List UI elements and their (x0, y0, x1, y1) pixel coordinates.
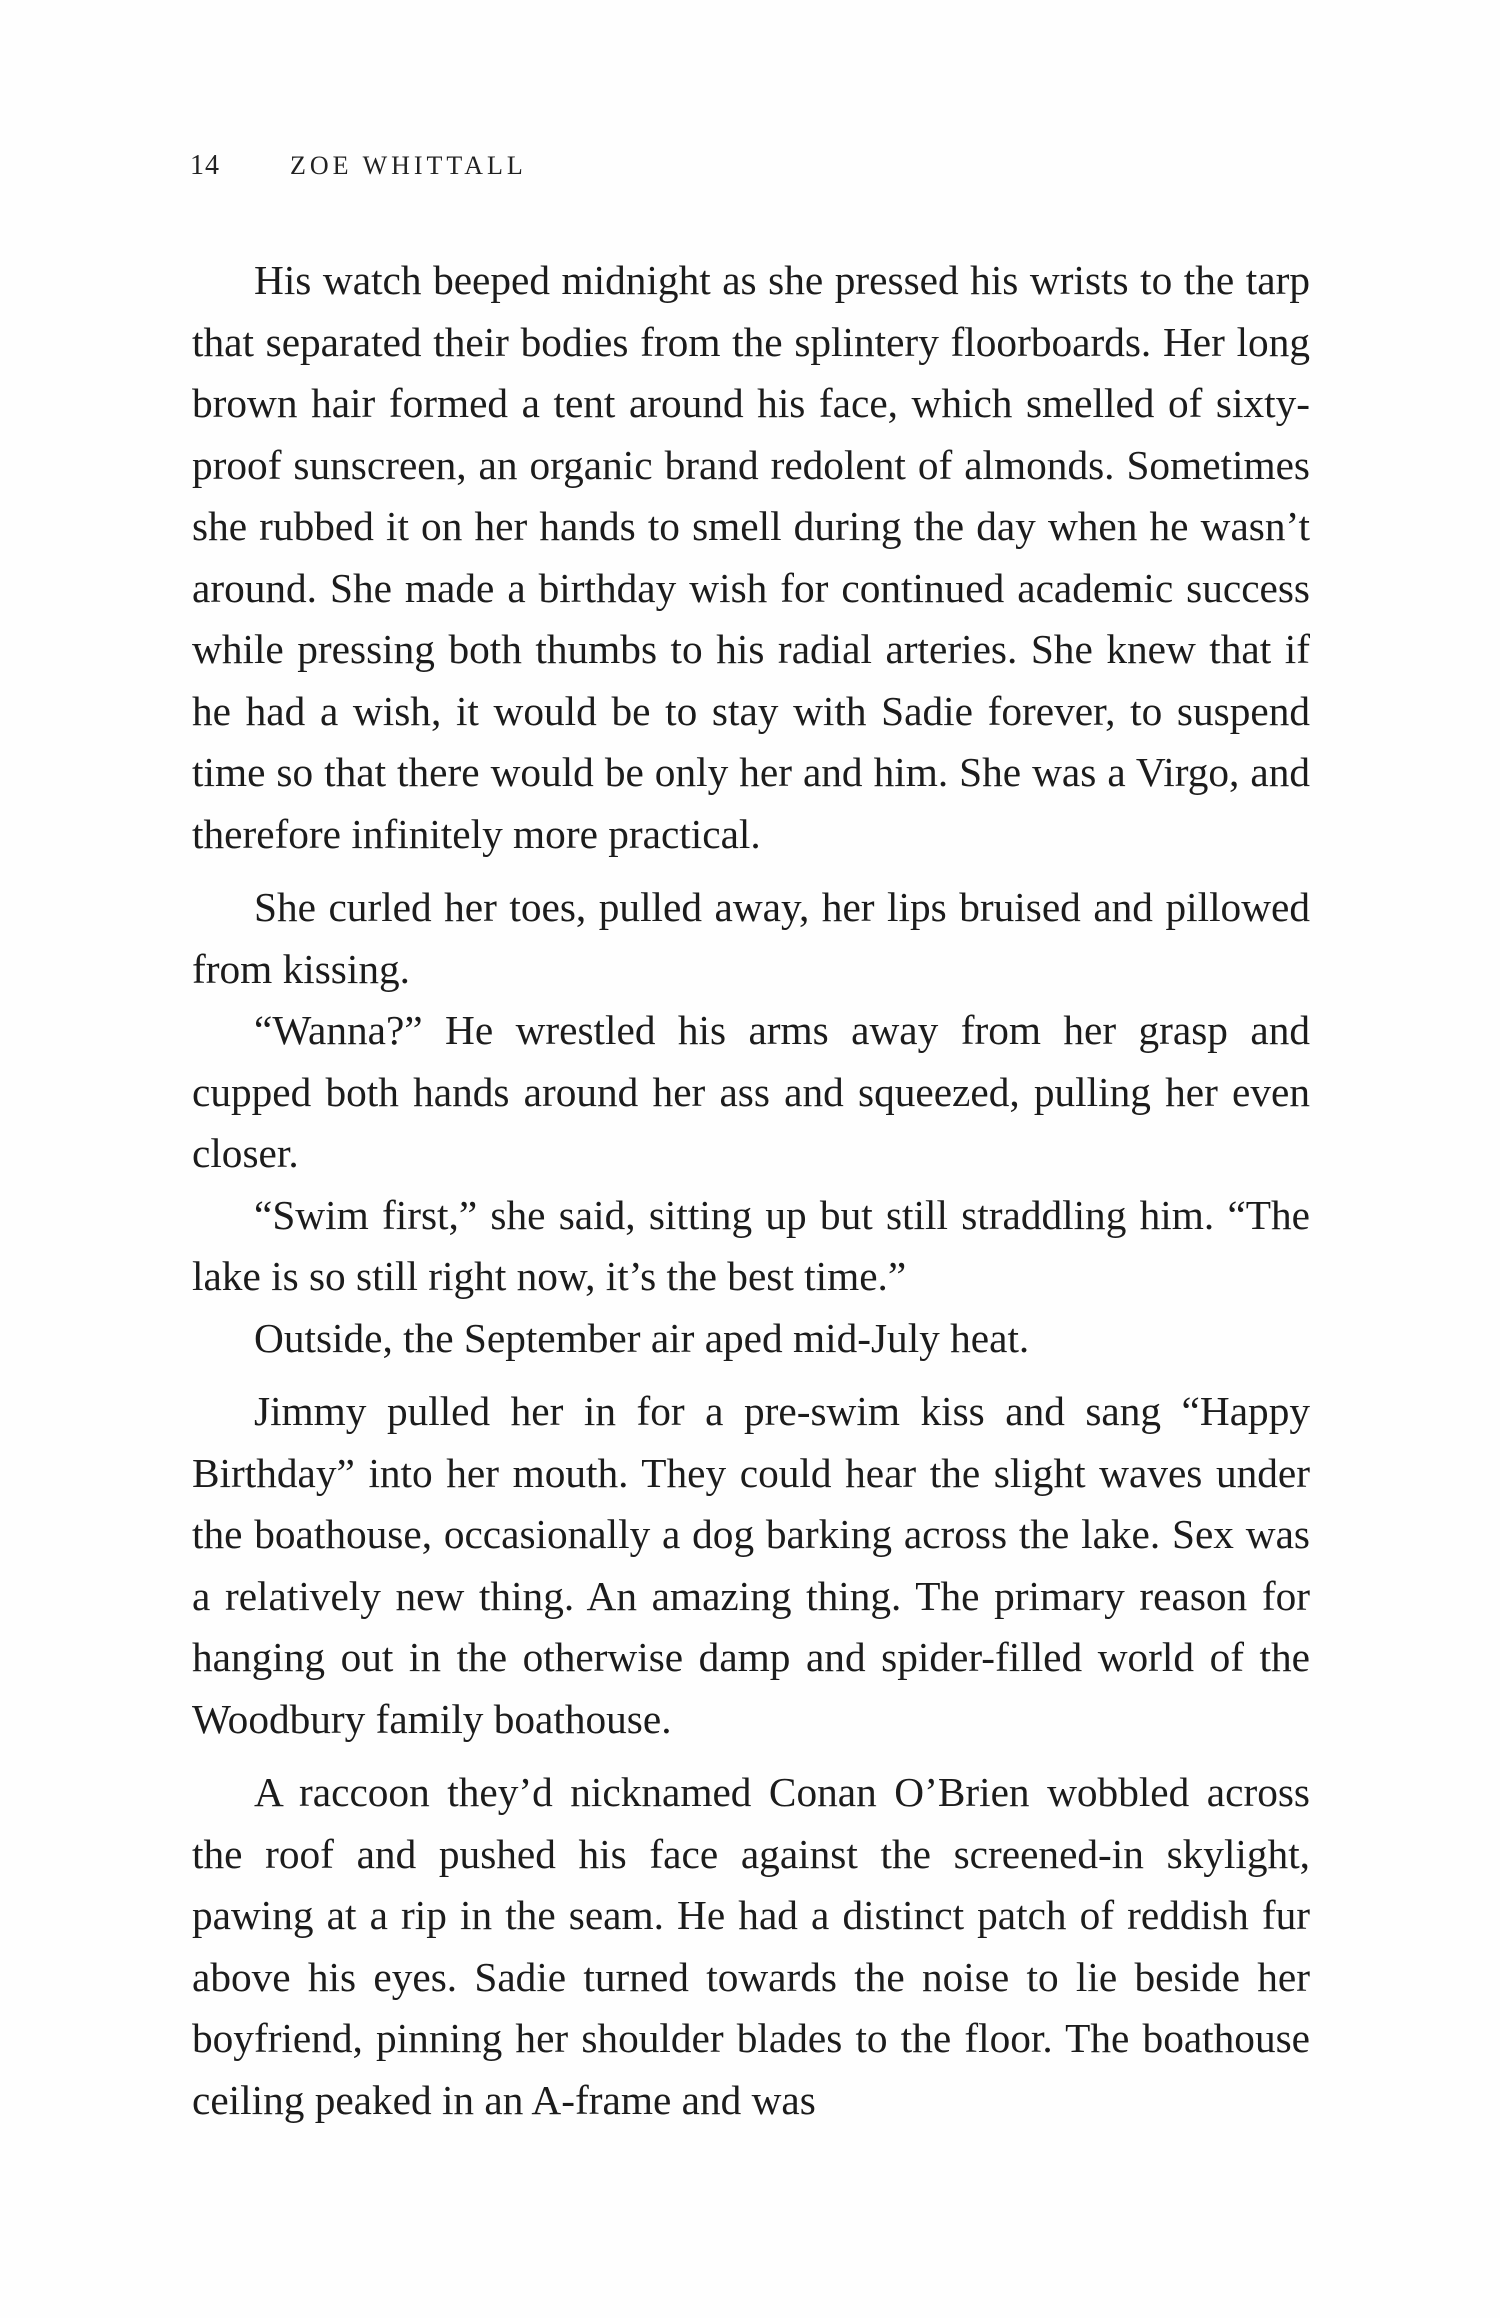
paragraph-4: “Swim first,” she said, sitting up but still straddling him. “The lake is so still right now, it’s the best time.” (192, 1191, 1310, 1299)
running-head (190, 150, 527, 182)
paragraph-5: Outside, the September air aped mid-July heat. (254, 1314, 1030, 1361)
paragraph-7: A raccoon they’d nicknamed Conan O’Brien wobbled across the roof and pushed his face against the screened-in skylight, pawing at a rip in the seam. He had a distinct patch of reddish fur above his eyes. Sadie turned towards the noise to lie beside her boyfriend, pinning her shoulder blades to the floor. The boathouse ceiling peaked in an A-frame and was (192, 1769, 1310, 2123)
author-name: ZOE WHITTALL (290, 151, 527, 180)
paragraph-1: His watch beeped midnight as she pressed his wrists to the tarp that separated their bodies from the splintery floorboards. Her long brown hair formed a tent around his face, which smelled of sixty-proof sunscreen, an organic brand redolent of almonds. Sometimes she rubbed it on her hands to smell during the day when he wasn’t around. She made a birthday wish for continued academic success while pressing both thumbs to his radial arteries. She knew that if he had a wish, it would be to stay with Sadie forever, to suspend time so that there would be only her and him. She was a Virgo, and therefore infinitely more practical. (192, 257, 1310, 857)
paragraph-2: She curled her toes, pulled away, her lips bruised and pillowed from kissing. (192, 884, 1310, 992)
page-number: 14 (190, 150, 220, 181)
paragraph-6: Jimmy pulled her in for a pre-swim kiss and sang “Happy Birthday” into her mouth. They could hear the slight waves under the boathouse, occasionally a dog barking across the lake. Sex was a relatively new thing. An amazing thing. The primary reason for hanging out in the otherwise damp and spider-filled world of the Woodbury family boathouse. (192, 1388, 1310, 1742)
paragraph-3: “Wanna?” He wrestled his arms away from her grasp and cupped both hands around her ass and squeezed, pulling her even closer. (192, 1007, 1310, 1176)
body-text (192, 250, 1310, 2131)
